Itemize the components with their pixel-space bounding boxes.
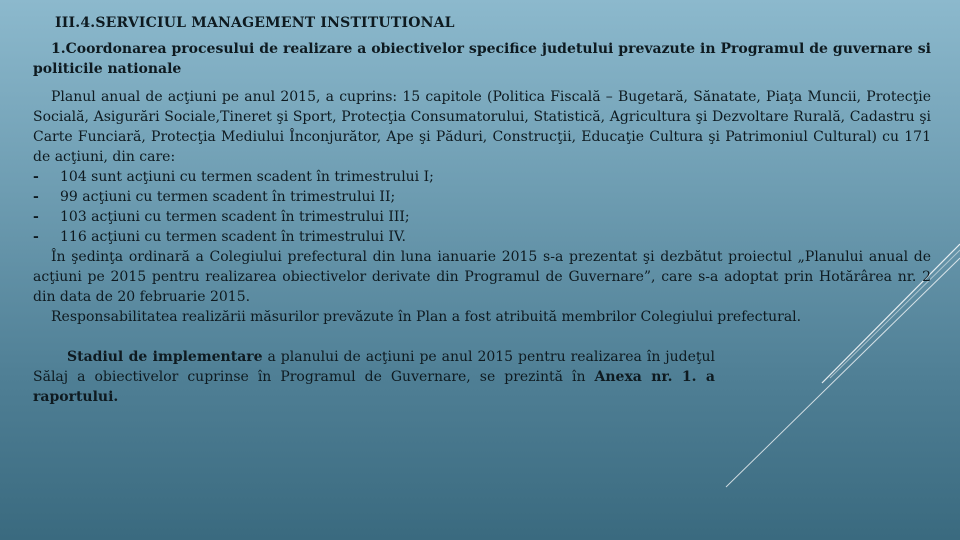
list-item-text: 99 acţiuni cu termen scadent în trimestrului II; (60, 189, 396, 205)
list-item (33, 207, 931, 227)
status-end: a raportului. (33, 369, 715, 405)
list-dash: - (33, 229, 39, 245)
list-item-text: 103 acţiuni cu termen scadent în trimestrului III; (60, 209, 410, 225)
status-paragraph (33, 347, 715, 407)
list-item-text: 116 acţiuni cu termen scadent în trimestrului IV. (60, 229, 406, 245)
list-item (33, 187, 931, 207)
list-dash: - (33, 209, 39, 225)
annex-reference: Anexa nr. 1. (594, 369, 697, 385)
document-body (33, 13, 931, 407)
meeting-paragraph: În şedinţa ordinară a Colegiului prefectural din luna ianuarie 2015 s-a prezentat şi dezbătut proiectul „Planului anual de acţiuni pe 2015 pentru realizarea obiectivelor derivate din Programul de Guvernare”, care s-a adoptat prin Hotărârea nr. 2 din data de 20 februarie 2015. (33, 249, 931, 305)
list-dash: - (33, 189, 39, 205)
section-heading: III.4.SERVICIUL MANAGEMENT INSTITUTIONAL (55, 15, 455, 31)
subsection-title: 1.Coordonarea procesului de realizare a obiectivelor specifice judetului prevazute in Programul de guvernare si politicile nationale (33, 41, 931, 77)
actions-list (33, 167, 931, 247)
list-dash: - (33, 169, 39, 185)
list-item-text: 104 sunt acţiuni cu termen scadent în trimestrului I; (60, 169, 434, 185)
plan-paragraph: Planul anual de acţiuni pe anul 2015, a cuprins: 15 capitole (Politica Fiscală – Bugetară, Sănatate, Piaţa Muncii, Protecţie Socială, Asigurări Sociale,Tineret şi Sport, Protecţia Consumatorului, Statistică, Agricultura şi Dezvoltare Rurală, Cadastru şi Carte Funciară, Protecţia Mediului Înconjurător, Ape şi Păduri, Construcţii, Educaţie Cultura şi Patrimoniul Cultural) cu 171 de acţiuni, din care: (33, 89, 931, 165)
responsibility-paragraph: Responsabilitatea realizării măsurilor prevăzute în Plan a fost atribuită membrilor Colegiului prefectural. (51, 309, 802, 325)
status-bold-start: Stadiul de implementare (67, 349, 263, 365)
list-item (33, 167, 931, 187)
status-middle: a planului de acţiuni pe anul 2015 pentru realizarea în judeţul Sălaj a obiectivelor cuprinse în Programul de Guvernare, se prezintă în (33, 349, 715, 385)
list-item (33, 227, 931, 247)
